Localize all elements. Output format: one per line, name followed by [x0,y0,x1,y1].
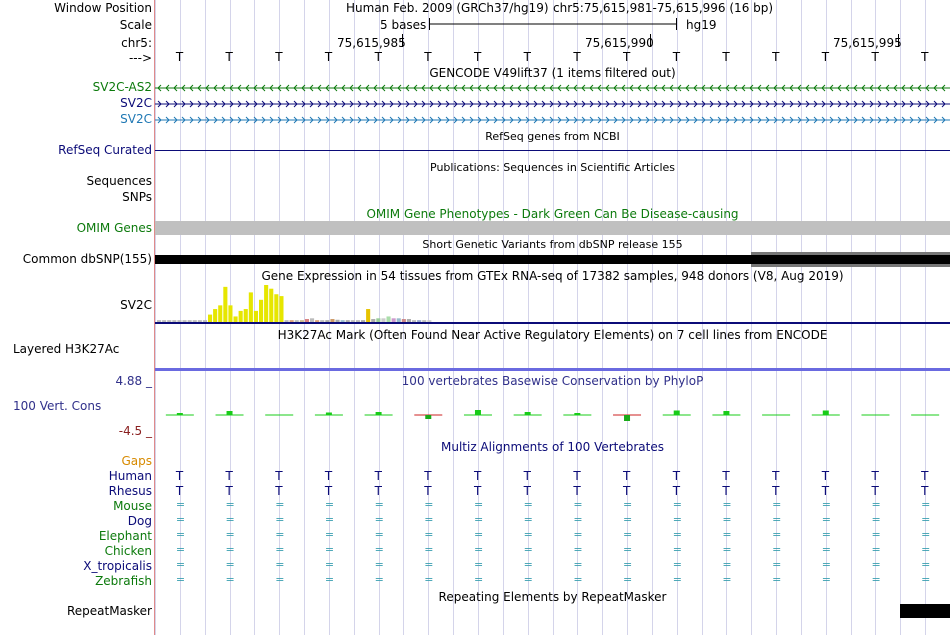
chrom-label: chr5: [121,36,152,50]
scale-db: hg19 [686,18,717,32]
alignment-base: = [424,528,434,541]
alignment-base: = [672,558,682,571]
alignment-base: = [473,498,484,511]
alignment-base: = [921,513,931,526]
gtex-tissue-bar [213,309,217,322]
alignment-base: = [225,498,235,511]
alignment-base: = [871,513,881,526]
alignment-base: = [523,498,533,511]
alignment-base: = [623,498,633,511]
gtex-tissue-bar [320,320,324,322]
alignment-base: = [523,528,533,541]
alignment-base: = [324,498,335,511]
alignment-base: = [821,573,831,586]
alignment-base: = [722,543,732,556]
species-label[interactable]: Mouse [113,499,152,513]
strand-label: ---> [128,51,152,65]
alignment-base: T [623,484,631,498]
gtex-tissue-bar [412,320,416,322]
alignment-base: = [921,543,931,556]
alignment-base: T [225,469,233,483]
alignment-base: T [871,484,879,498]
species-label[interactable]: Rhesus [108,484,152,498]
gtex-tissue-bar [249,292,253,322]
alignment-base: = [523,513,533,526]
phylop-score-bar [574,413,580,415]
assembly-title: Human Feb. 2009 (GRCh37/hg19) [346,1,549,15]
alignment-base: = [821,543,831,556]
alignment-base: = [225,558,235,571]
scale-text: 5 bases [380,18,427,32]
alignment-base: T [921,469,929,483]
gtex-tissue-bar [407,319,411,322]
phylop-score-bar [326,413,332,416]
h3k27ac-signal[interactable] [155,368,950,371]
alignment-base: = [921,498,931,511]
reference-base: T [523,50,531,64]
alignment-base: = [374,558,384,571]
track-label-column [0,0,154,635]
alignment-base: = [424,513,434,526]
alignment-base: = [523,558,533,571]
alignment-base: = [821,528,831,541]
gtex-tissue-bar [305,319,309,322]
track-label-dbsnp[interactable]: Common dbSNP(155) [22,252,152,266]
alignment-base: = [573,573,583,586]
phylop-score-bar [525,412,531,415]
reference-base: T [772,50,780,64]
gencode-transcripts[interactable] [155,80,950,128]
gtex-tissue-bar [254,311,258,322]
gtex-tissue-bar [167,320,171,322]
gtex-tissue-bar [259,300,263,322]
reference-base: T [374,50,382,64]
alignment-base: T [275,469,283,483]
gtex-title: Gene Expression in 54 tissues from GTEx RNA-seq of 17382 samples, 948 donors (V8, Aug 2019) [261,269,844,283]
alignment-base: = [225,573,235,586]
phylop-conservation-chart[interactable] [155,395,950,435]
reference-base: T [821,50,830,64]
alignment-base: T [175,484,184,498]
alignment-base: = [175,513,186,526]
alignment-base: = [573,498,583,511]
reference-base: T [871,50,879,64]
multiz-title: Multiz Alignments of 100 Vertebrates [440,440,665,454]
phylop-score-bar [723,411,729,415]
alignment-base: = [772,528,782,541]
ruler-tick-2: 75,615,990 [585,36,654,50]
gtex-tissue-bar [244,309,248,322]
alignment-base: = [921,528,931,541]
alignment-base: T [424,469,432,483]
alignment-base: T [424,484,432,498]
reference-base: T [623,50,631,64]
alignment-base: = [672,573,682,586]
alignment-base: T [672,469,681,483]
alignment-base: = [374,543,384,556]
alignment-base: = [672,513,682,526]
track-label-gtex[interactable]: SV2C [120,298,152,312]
alignment-base: = [623,528,633,541]
track-label-omim[interactable]: OMIM Genes [76,221,152,235]
alignment-base: = [573,528,583,541]
gtex-tissue-bar [177,320,181,322]
alignment-base: = [275,558,285,571]
alignment-base: = [573,558,583,571]
scale-label: Scale [119,18,152,32]
alignment-base: T [374,484,382,498]
gtex-tissue-bar [239,311,243,322]
alignment-base: = [772,558,782,571]
gtex-expression-chart[interactable] [155,283,950,327]
alignment-base: T [921,484,929,498]
alignment-base: = [324,513,335,526]
repeatmasker-element[interactable] [900,604,950,618]
alignment-base: = [623,543,633,556]
track-label-sv2c-as2[interactable]: SV2C-AS2 [92,80,152,94]
track-label-sequences[interactable]: Sequences [86,174,152,188]
omim-feature-bar[interactable] [155,221,950,235]
alignment-base: T [175,469,184,483]
gtex-tissue-bar [381,318,385,322]
alignment-base: = [175,573,186,586]
ruler-tick-1: 75,615,985 [337,36,406,50]
phylop-score-bar [674,411,680,416]
gtex-tissue-bar [208,315,212,322]
reference-base: T [473,50,482,64]
alignment-base: = [473,513,484,526]
gtex-tissue-bar [366,309,370,322]
alignment-base: = [722,513,732,526]
alignment-base: = [672,498,682,511]
alignment-base: T [722,469,730,483]
alignment-base: = [523,543,533,556]
alignment-base: = [225,543,235,556]
alignment-base: = [871,528,881,541]
alignment-base: = [424,543,434,556]
alignment-base: = [324,573,335,586]
phylop-score-bar [376,412,382,415]
gtex-tissue-bar [285,320,289,322]
reference-base: T [424,50,432,64]
alignment-base: = [175,558,186,571]
alignment-base: = [473,528,484,541]
alignment-base: = [821,513,831,526]
species-label[interactable]: Zebrafish [95,574,152,588]
alignment-base: = [523,573,533,586]
alignment-base: = [175,528,186,541]
phylop-score-bar [227,411,233,415]
alignment-base: T [821,469,830,483]
refseq-title: RefSeq genes from NCBI [485,130,620,143]
gtex-tissue-bar [223,287,227,322]
alignment-base: = [871,498,881,511]
phylop-score-bar [624,415,630,421]
gtex-tissue-bar [376,318,380,322]
ruler-ticks [155,34,950,48]
alignment-base: T [573,484,581,498]
alignment-base: = [324,528,335,541]
alignment-base: = [324,558,335,571]
phylop-min-label: -4.5 _ [118,424,152,438]
alignment-base: = [275,513,285,526]
alignment-base: = [921,558,931,571]
gtex-tissue-bar [264,285,268,322]
gtex-tissue-bar [279,296,283,322]
gtex-tissue-bar [417,320,421,322]
refseq-transcript-line[interactable] [155,150,950,151]
gtex-tissue-bar [203,320,207,322]
reference-base: T [324,50,333,64]
alignment-base: T [523,484,531,498]
alignment-base: = [374,528,384,541]
alignment-base: = [225,528,235,541]
alignment-base: = [473,558,484,571]
gtex-tissue-bar [387,316,391,322]
gtex-tissue-bar [356,320,360,322]
alignment-base: T [473,469,482,483]
track-label-refseq[interactable]: RefSeq Curated [58,143,152,157]
alignment-base: = [772,498,782,511]
alignment-base: = [473,543,484,556]
gtex-tissue-bar [392,318,396,322]
gtex-tissue-bar [397,318,401,322]
alignment-base: = [722,558,732,571]
gtex-tissue-bar [157,320,161,322]
alignment-base: = [871,543,881,556]
alignment-base: = [871,573,881,586]
alignment-base: T [324,484,333,498]
gtex-tissue-bar [315,320,319,322]
h3k27ac-title: H3K27Ac Mark (Often Found Near Active Regulatory Elements) on 7 cell lines from ENCODE [277,328,828,342]
gtex-tissue-bar [341,320,345,322]
gtex-tissue-bar [295,320,299,322]
alignment-base: T [772,469,780,483]
alignment-base: T [722,484,730,498]
repeatmasker-title: Repeating Elements by RepeatMasker [438,590,667,604]
alignment-base: = [175,543,186,556]
gtex-tissue-bar [193,320,197,322]
phylop-score-bar [475,410,481,415]
species-label[interactable]: Human [108,469,152,483]
alignment-base: T [772,484,780,498]
track-label-snps[interactable]: SNPs [122,190,152,204]
alignment-base: T [821,484,830,498]
alignment-base: = [623,558,633,571]
gtex-tissue-bar [162,320,166,322]
species-label[interactable]: X_tropicalis [83,559,152,573]
gtex-tissue-bar [351,320,355,322]
gencode-title: GENCODE V49lift37 (1 items filtered out) [429,66,676,80]
gtex-tissue-bar [336,320,340,322]
alignment-base: = [473,573,484,586]
reference-base: T [672,50,681,64]
alignment-base: T [225,484,233,498]
alignment-base: T [473,484,482,498]
alignment-base: = [821,498,831,511]
gtex-tissue-bar [198,320,202,322]
gtex-tissue-bar [361,320,365,322]
gtex-tissue-bar [183,320,187,322]
alignment-base: T [672,484,681,498]
omim-title: OMIM Gene Phenotypes - Dark Green Can Be Disease-causing [366,207,739,221]
alignment-base: = [772,573,782,586]
alignment-base: = [772,543,782,556]
gtex-tissue-bar [290,320,294,322]
alignment-base: T [871,469,879,483]
alignment-base: = [722,528,732,541]
phylop-title: 100 vertebrates Basewise Conservation by PhyloP [401,374,704,388]
alignment-base: = [225,513,235,526]
alignment-base: = [374,573,384,586]
alignment-base: T [523,469,531,483]
gtex-tissue-bar [427,320,431,322]
phylop-score-bar [177,413,183,415]
window-position-label: Window Position [54,1,152,15]
species-label[interactable]: Dog [127,514,152,528]
alignment-base: = [424,573,434,586]
track-label-phylop[interactable]: 100 Vert. Cons [13,399,102,413]
track-label-gaps[interactable]: Gaps [121,454,152,468]
alignment-base: = [374,513,384,526]
reference-base: T [722,50,730,64]
gtex-tissue-bar [172,320,176,322]
alignment-base: = [821,558,831,571]
phylop-score-bar [823,411,829,416]
alignment-base: = [573,513,583,526]
track-image-area[interactable] [155,0,950,635]
alignment-base: = [424,498,434,511]
alignment-base: T [573,469,581,483]
gtex-tissue-bar [371,319,375,322]
alignment-base: T [275,484,283,498]
dbsnp-title: Short Genetic Variants from dbSNP release 155 [422,238,683,251]
gtex-tissue-bar [422,320,426,322]
gtex-tissue-bar [325,320,329,322]
track-label-repeatmasker[interactable]: RepeatMasker [66,604,152,618]
phylop-max-label: 4.88 _ [115,374,152,388]
gtex-tissue-bar [188,320,192,322]
gtex-tissue-bar [218,305,222,322]
alignment-base: = [424,558,434,571]
reference-base: T [275,50,283,64]
alignment-base: = [672,528,682,541]
alignment-base: = [324,543,335,556]
window-position: chr5:75,615,981-75,615,996 (16 bp) [553,1,774,15]
alignment-base: = [374,498,384,511]
gtex-tissue-bar [269,289,273,322]
track-label-sv2c-alt[interactable]: SV2C [120,112,152,126]
gtex-tissue-bar [300,320,304,322]
alignment-base: T [324,469,333,483]
reference-base: T [573,50,581,64]
publications-title: Publications: Sequences in Scientific Articles [430,161,675,174]
gtex-tissue-bar [330,319,334,322]
alignment-base: T [623,469,631,483]
reference-base: T [921,50,929,64]
alignment-base: = [672,543,682,556]
gtex-tissue-bar [310,318,314,322]
alignment-base: = [275,543,285,556]
gtex-tissue-bar [234,316,238,322]
gtex-tissue-bar [274,294,278,322]
reference-base: T [175,50,184,64]
track-label-sv2c[interactable]: SV2C [120,96,152,110]
species-label[interactable]: Elephant [98,529,152,543]
alignment-base: = [623,573,633,586]
track-label-h3k27ac[interactable]: Layered H3K27Ac [13,342,120,356]
alignment-base: = [275,528,285,541]
alignment-base: = [275,573,285,586]
gtex-tissue-bar [402,319,406,322]
alignment-base: = [573,543,583,556]
scale-bar [155,16,950,32]
alignment-base: = [175,498,186,511]
reference-base: T [225,50,233,64]
ruler-tick-3: 75,615,995 [833,36,902,50]
phylop-score-bar [425,415,431,419]
species-label[interactable]: Chicken [104,544,152,558]
alignment-base: = [921,573,931,586]
alignment-base: T [374,469,382,483]
dbsnp-variant-bar-2-core[interactable] [751,255,950,264]
alignment-base: = [623,513,633,526]
alignment-base: = [722,573,732,586]
gtex-tissue-bar [346,320,350,322]
alignment-base: = [722,498,732,511]
alignment-base: = [275,498,285,511]
gtex-tissue-bar [228,305,232,322]
alignment-base: = [871,558,881,571]
alignment-base: = [772,513,782,526]
